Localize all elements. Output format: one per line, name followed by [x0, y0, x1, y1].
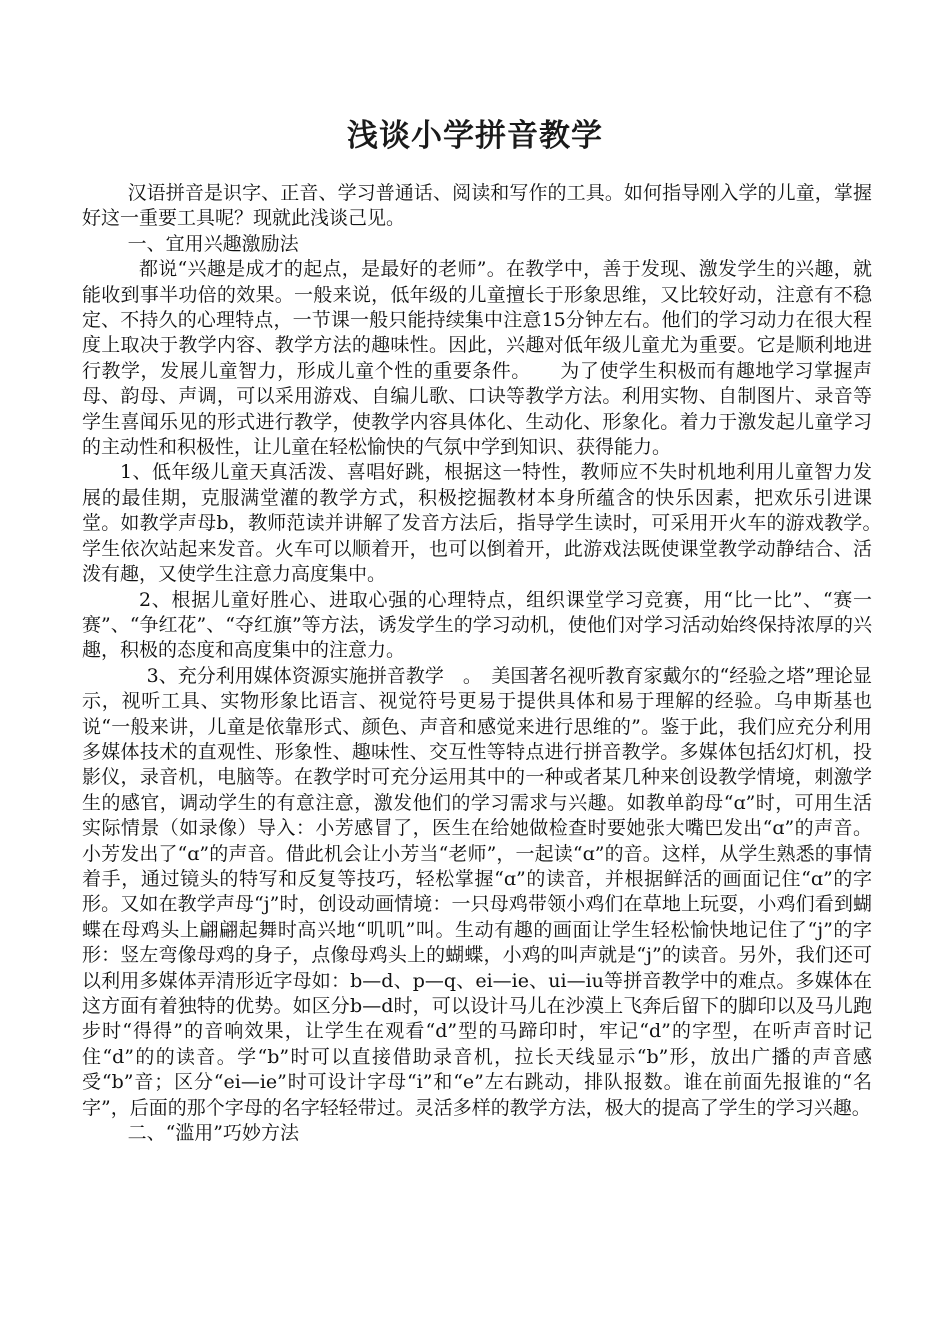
point-1-paragraph: 1、低年级儿童天真活泼、喜唱好跳，根据这一特性，教师应不失时机地利用儿童智力发展的最佳期，克服满堂灌的教学方式，积极挖掘教材本身所蕴含的快乐因素，把欢乐引进课堂。如教学声母b，教师范读并讲解了发音方法后，指导学生读时，可采用开火车的游戏教学。 学生依次站起来发音。火车可以顺着开，也可以倒着开，此游戏法既使课堂教学动静结合、活泼有趣，又使学生注意力高度集中。 [82, 461, 911, 586]
section-heading-2: 二、“滥用”巧妙方法 [127, 1122, 300, 1145]
document-body [82, 181, 911, 1146]
intro-paragraph: 汉语拼音是识字、正音、学习普通话、阅读和写作的工具。如何指导刚入学的儿童，掌握好这一重要工具呢？现就此浅谈己见。 [82, 182, 872, 230]
section-heading-1: 一、宜用兴趣激励法 [127, 232, 299, 255]
point-3-paragraph: 3、充分利用媒体资源实施拼音教学 。 美国著名视听教育家戴尔的“经验之塔”理论显示，视听工具、实物形象比语言、视觉符号更易于提供具体和易于理解的经验。乌申斯基也说“一般来讲，儿童是依靠形式、颜色、声音和感觉来进行思维的”。鉴于此，我们应充分利用多媒体技术的直观性、形象性、趣味性、交互性等特点进行拼音教学。多媒体包括幻灯机，投影仪，录音机，电脑等。在教学时可充分运用其中的一种或者某几种来创设教学情境，刺激学生的感官，调动学生的有意注意，激发他们的学习需求与兴趣。如教单韵母“ɑ”时，可用生活实际情景（如录像）导入：小芳感冒了，医生在给她做检查时要她张大嘴巴发出“ɑ”的声音。小芳发出了“ɑ”的声音。借此机会让小芳当“老师”，一起读“ɑ”的音。这样，从学生熟悉的事情着手，通过镜头的特写和反复等技巧，轻松掌握“ɑ”的读音，并根据鲜活的画面记住“ɑ”的字形。又如在教学声母“j”时，创设动画情境：一只母鸡带领小鸡们在草地上玩耍，小鸡们看到蝴蝶在母鸡头上翩翩起舞时高兴地“叽叽”叫。生动有趣的画面让学生轻松愉快地记住了“j”的字形：竖左弯像母鸡的身子，点像母鸡头上的蝴蝶，小鸡的叫声就是“j”的读音。另外，我们还可以利用多媒体弄清形近字母如：b—d、p—q、ei—ie、ui—iu等拼音教学中的难点。多媒体在这方面有着独特的优势。如区分b—d时，可以设计马儿在沙漠上飞奔后留下的脚印以及马儿跑步时“得得”的音响效果，让学生在观看“d”型的马蹄印时，牢记“d”的字型，在听声音时记住“d”的的读音。学“b”时可以直接借助录音机，拉长天线显示“b”形，放出广播的声音感受“b”音；区分“ei—ie”时可设计字母“i”和“e”左右跳动，排队报数。谁在前面先报谁的“名字”，后面的那个字母的名字轻轻带过。灵活多样的教学方法，极大的提高了学生的学习兴趣。 [82, 664, 872, 1119]
point-2-paragraph: 2、根据儿童好胜心、进取心强的心理特点，组织课堂学习竞赛，用“比一比”、“赛一赛”、“争红花”、“夺红旗”等方法，诱发学生的学习动机，使他们对学习活动始终保持浓厚的兴趣，积极的态度和高度集中的注意力。 [82, 588, 872, 662]
section-1-paragraph: 都说“兴趣是成才的起点，是最好的老师”。在教学中，善于发现、激发学生的兴趣，就能收到事半功倍的效果。一般来说，低年级的儿童擅长于形象思维，又比较好动，注意有不稳定、不持久的心理特点，一节课一般只能持续集中注意15分钟左右。他们的学习动力在很大程度上取决于教学内容、教学方法的趣味性。因此，兴趣对低年级儿童尤为重要。它是顺利地进行教学，发展儿童智力，形成儿童个性的重要条件。 为了使学生积极而有趣地学习掌握声母、韵母、声调，可以采用游戏、自编儿歌、口诀等教学方法。利用实物、自制图片、录音等学生喜闻乐见的形式进行教学，使教学内容具体化、生动化、形象化。着力于激发起儿童学习的主动性和积极性，让儿童在轻松愉快的气氛中学到知识、获得能力。 [82, 258, 872, 459]
document-title: 浅谈小学拼音教学 [347, 118, 603, 154]
